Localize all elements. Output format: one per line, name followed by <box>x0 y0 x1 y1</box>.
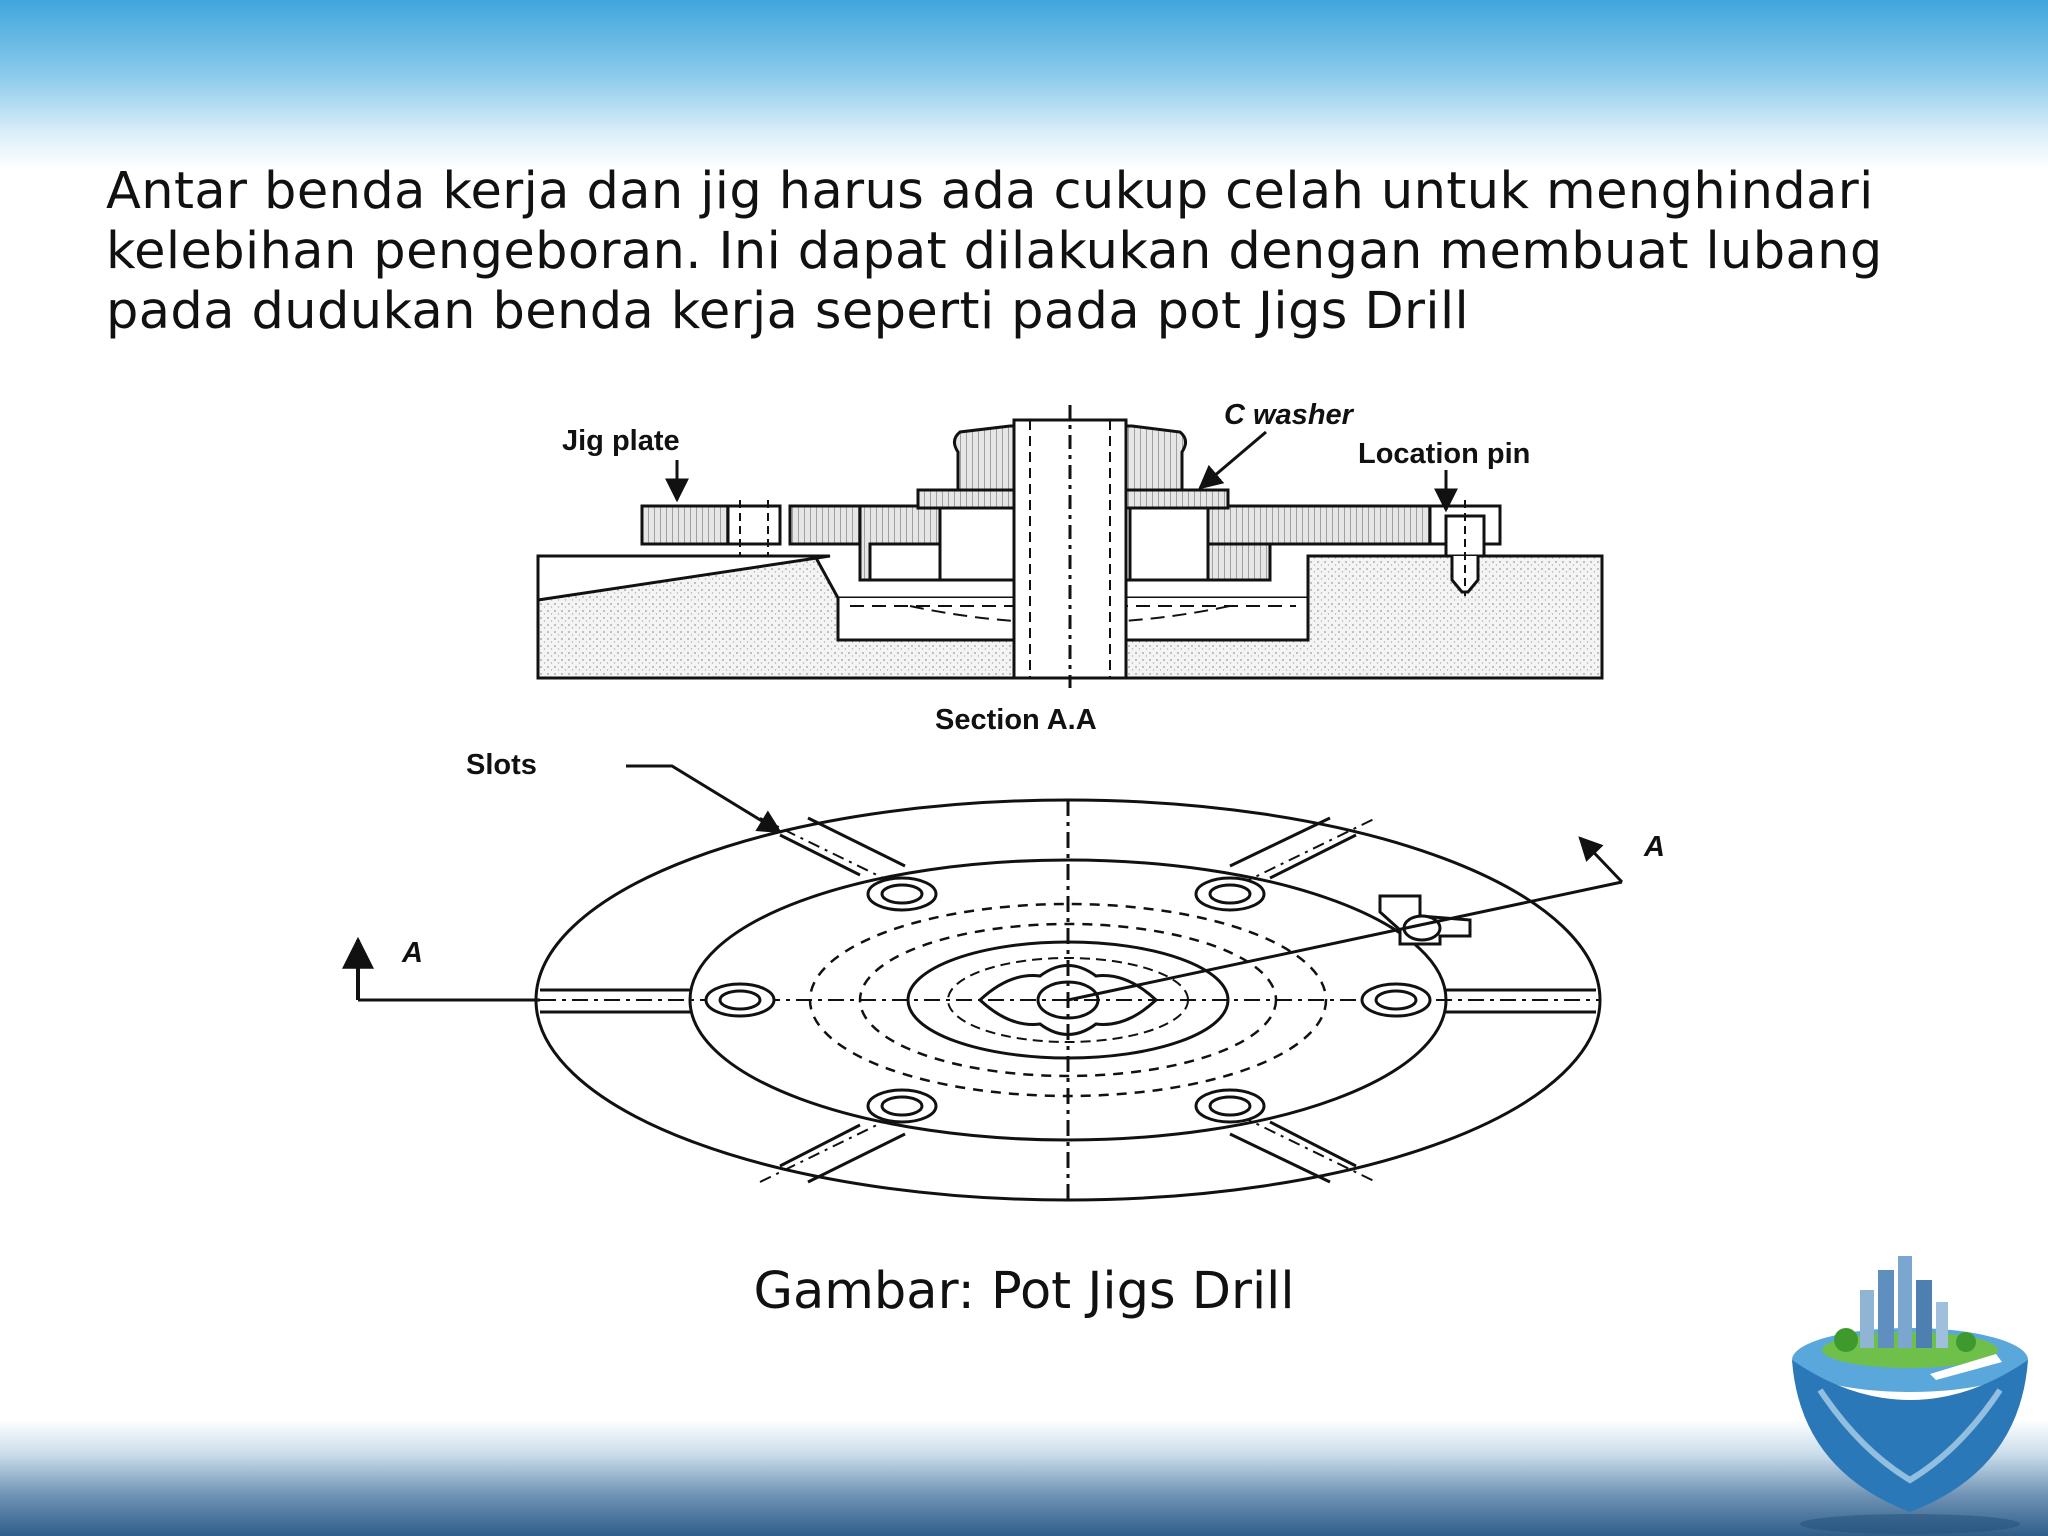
body-paragraph: Antar benda kerja dan jig harus ada cukup celah untuk menghindari kelebihan pengeboran. Ini dapat dilakukan dengan membuat lubang pada dudukan benda kerja seperti pada pot Jigs Drill <box>106 162 1883 341</box>
globe-city-logo <box>1760 1250 2048 1536</box>
label-slots: Slots <box>466 749 537 781</box>
label-c-washer: C washer <box>1224 399 1353 431</box>
section-view <box>538 399 1602 736</box>
label-location-pin: Location pin <box>1358 438 1531 470</box>
figure-caption: Gambar: Pot Jigs Drill <box>753 1262 1295 1321</box>
label-section: Section A.A <box>935 704 1097 736</box>
jig-plate-right <box>1208 506 1430 544</box>
section-mark-right: A <box>1644 831 1665 863</box>
section-mark-left: A <box>402 937 423 969</box>
plan-view <box>358 749 1665 1205</box>
label-jig-plate: Jig plate <box>562 425 680 457</box>
pot-jig-drill-diagram <box>340 380 1700 1260</box>
header-gradient-band <box>0 0 2048 170</box>
location-pin <box>1446 516 1484 556</box>
footer-gradient-band <box>0 1420 2048 1536</box>
